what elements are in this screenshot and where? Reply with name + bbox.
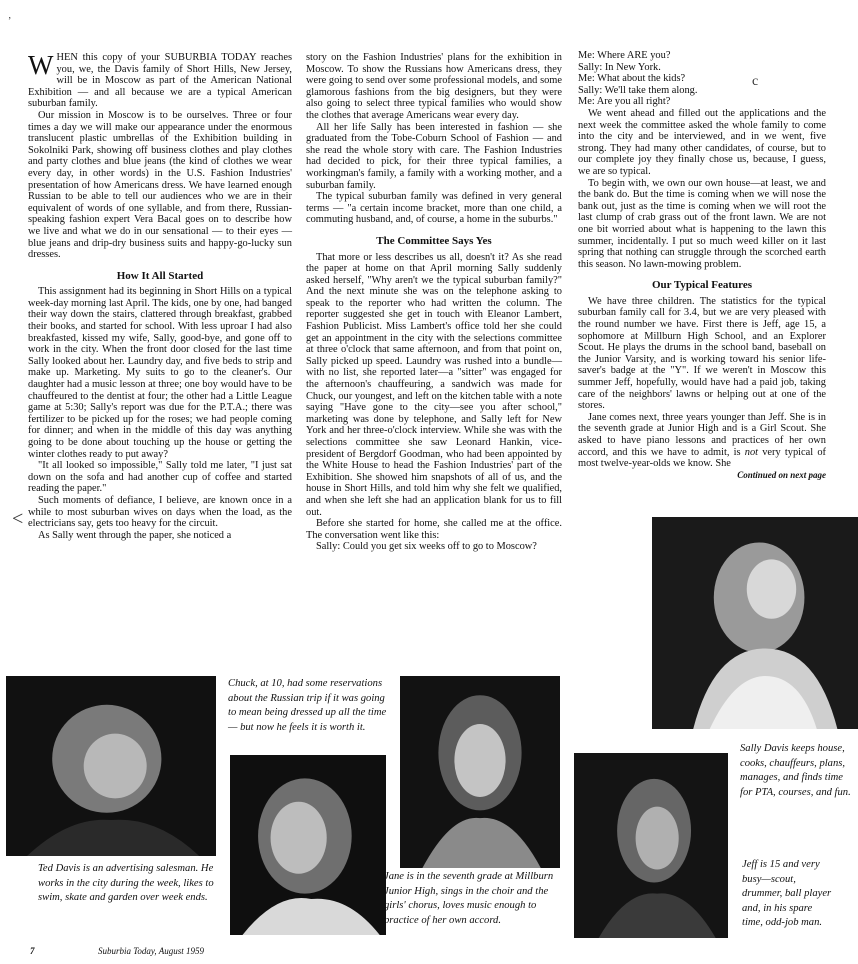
body-paragraph: This assignment had its beginning in Short Hills on a typical week-day morning last April. The kids, one by one, had banged their way down the stairs, clattered through breakfast, grabbed their books, and started for school. With less uproar I had also breakfasted, kissed my wife, Sally, good-bye, and gone off to work in the city. When the front door closed for the last time Sally looked about her. Laundry day, and five beds to strip and make up. Marketing. My suits to go to the cleaner's. Our daughter had a music lesson at three; one boy would have to be chauffeured to the dentist at four; the other had a Little League game at 5:30; Sally's report was due for the P.T.A.; there was fertilizer to be picked up for the roses; we had people coming for dinner; and when in the middle of this day was anything going to be done about touching up the house or getting the winter clothes ready to put away? xyxy=(28,286,292,460)
body-paragraph: Before she started for home, she called me at the office. The conversation went like this: xyxy=(306,518,562,541)
continued-notice: Continued on next page xyxy=(737,469,826,480)
article-column-2 xyxy=(306,52,562,553)
body-paragraph: That more or less describes us all, doesn't it? As she read the paper at home on that April morning Sally suddenly asked herself, "Why aren't we the typical suburban family?" And the next minute she was on the telephone asking to speak to the reporter who had written the column. The reporter suggested she get in touch with Eleanor Lambert, Fashion Publicist. Miss Lambert's office told her she could get an appointment in the city with the selections committee at three o'clock that same afternoon, and from that point on, Sally picked up speed. Laundry was rushed into a bundle—with no list, she reported later—a "sitter" was engaged for the afternoon's chauffeuring, a sandwich was made for Chuck, our youngest, and left on the kitchen table with a note saying "Have gone to the city—see you after school," marketing was done by telephone, and Sally left for New York and her three-o'clock interview. While she was with the selections committee she saw Leonard Hankin, vice-president of Bergdorf Goodman, who had been appointed by the White House to head the Fashion Industries' part of the Exhibition. She showed him snapshots of all of us, and the house in Short Hills, and told him why she felt we qualified, and when she left she had an application blank for us to fill out. xyxy=(306,251,562,518)
caption-sally: Sally Davis keeps house, cooks, chauffeurs, plans, manages, and finds time for PTA, courses, and fun. xyxy=(740,743,851,798)
caption-jane: Jane is in the seventh grade at Millburn Junior High, sings in the choir and the girls' chorus, loves music enough to practice of her own accord. xyxy=(384,871,554,926)
dialogue-line: Me: Where ARE you? xyxy=(578,50,671,61)
body-paragraph: As Sally went through the paper, she noticed a xyxy=(38,529,232,541)
folio-line: Suburbia Today, August 1959 xyxy=(98,946,205,956)
dialogue-line: Sally: In New York. xyxy=(578,61,661,73)
body-paragraph: Such moments of defiance, I believe, are known once in a while to most suburban wives on days when the load, as the electricians say, gets too heavy for the circuit. xyxy=(28,494,292,530)
article-column-1 xyxy=(28,52,292,541)
body-paragraph: Jane comes next, three years younger than Jeff. She is in the seventh grade at Junior High and is a Girl Scout. She asked to have piano lessons and practices of her own accord, and this we have to admit, is not very typical of most twelve-year-olds we know. She xyxy=(578,411,826,470)
body-paragraph: Our mission in Moscow is to be ourselves. Three or four times a day we will make our appearance under the enormous translucent plastic umbrellas of the Exhibition building in Sokolniki Park, showing off business clothes and play clothes and party clothes and blue jeans (the kind of clothes we wear every day, in other words) in the U.S. Fashion Industries' presentation of how Americans dress. We have learned enough Russian to be able to tell our audiences who we are in their equivalent of words of one syllable, and from there, Russian-speaking fashion expert Vera Bacal goes on to describe how we live and what we do in our sensational — to their eyes — blue jeans and drip-dry business suits and happy-go-lucky sun dresses. xyxy=(28,109,292,261)
body-paragraph: The typical suburban family was defined in very general terms — "a certain income bracket, more than one child, a commuting husband, and, of course, a home in the suburbs." xyxy=(306,191,562,226)
scan-mark: < xyxy=(12,508,24,530)
photo-chuck xyxy=(230,755,386,935)
caption-chuck: Chuck, at 10, had some reservations about the Russian trip if it was going to mean being dressed up all the time — but now he feels it is worth it. xyxy=(228,678,387,733)
photo-jeff xyxy=(574,753,728,938)
section-heading: Our Typical Features xyxy=(651,279,753,292)
scan-mark: ‚ xyxy=(8,10,12,21)
dialogue-line: Me: What about the kids? xyxy=(578,73,686,85)
caption-jeff: Jeff is 15 and very busy—scout, drummer, ball player and, in his spare time, odd-job man. xyxy=(742,859,832,928)
section-heading: How It All Started xyxy=(116,269,204,282)
dialogue-line: Sally: We'll take them along. xyxy=(578,84,698,96)
photo-jane xyxy=(400,676,560,868)
body-paragraph: We have three children. The statistics for the typical suburban family call for 3.4, but we are very pleased with the round number we have. First there is Jeff, age 15, a sophomore at Millburn High School, and an Explorer Scout. He plays the drums in the school band, baseball on the Junior Varsity, and is working toward his senior life-saver's badge at the "Y". If we weren't in Moscow this summer Jeff, hopefully, would have had a paid job, taking care of the neighbors' lawns or helping out at one of the stores. xyxy=(578,295,826,412)
body-paragraph: "It all looked so impossible," Sally told me later, "I just sat down on the sofa and had another cup of coffee and started reading the paper." xyxy=(28,460,292,495)
dialogue-line: Me: Are you all right? xyxy=(578,96,671,108)
body-paragraph: Sally: Could you get six weeks off to go to Moscow? xyxy=(316,541,537,553)
intro-paragraph: WHEN this copy of your SUBURBIA TODAY reaches you, we, the Davis family of Short Hills, New Jersey, will be in Moscow as part of the American National Exhibition — and all because we are a typical American suburban family. xyxy=(28,50,292,110)
section-heading: The Committee Says Yes xyxy=(376,234,492,247)
body-paragraph: story on the Fashion Industries' plans for the exhibition in Moscow. To show the Russians how Americans dress, they were going to send over some professional models, and some glamorous fashions from the big designers, but they were also going to select three typical families who would show the clothes that average Americans wear every day. xyxy=(306,52,562,121)
body-paragraph: To begin with, we own our own house—at least, we and the bank do. But the time is coming when we will nose the bank out, just as the time is coming when we will root the last clump of crab grass out of the front lawn. We are not one bit worried about what is happening to the lawn this summer, incidentally. I put so much weed killer on it last spring that nothing can struggle through the scorched earth this season. No lawn-mowing problem. xyxy=(578,177,826,270)
page-number: 7 xyxy=(30,946,35,956)
drop-cap: W xyxy=(28,50,54,80)
body-paragraph: All her life Sally has been interested in fashion — she graduated from the Tobe-Coburn School of Fashion — and she read the whole story with care. The Fashion Industries had decided to pick, for their three typical families, a workingman's family, a family with a working mother, and a suburban family. xyxy=(306,121,562,191)
scan-mark: c xyxy=(752,74,759,89)
body-paragraph: We went ahead and filled out the applications and the next week the committee asked the whole family to come into the city and be interviewed, and in we went, five strong. They had many other candidates, of course, but to our complete joy they finally chose us, because, I guess, we are so typical. xyxy=(578,107,826,177)
photo-sally xyxy=(652,517,858,729)
photo-ted xyxy=(6,676,216,856)
caption-ted: Ted Davis is an advertising salesman. He works in the city during the week, likes to swim, skate and garden over week ends. xyxy=(38,863,214,903)
article-column-3 xyxy=(578,50,826,481)
